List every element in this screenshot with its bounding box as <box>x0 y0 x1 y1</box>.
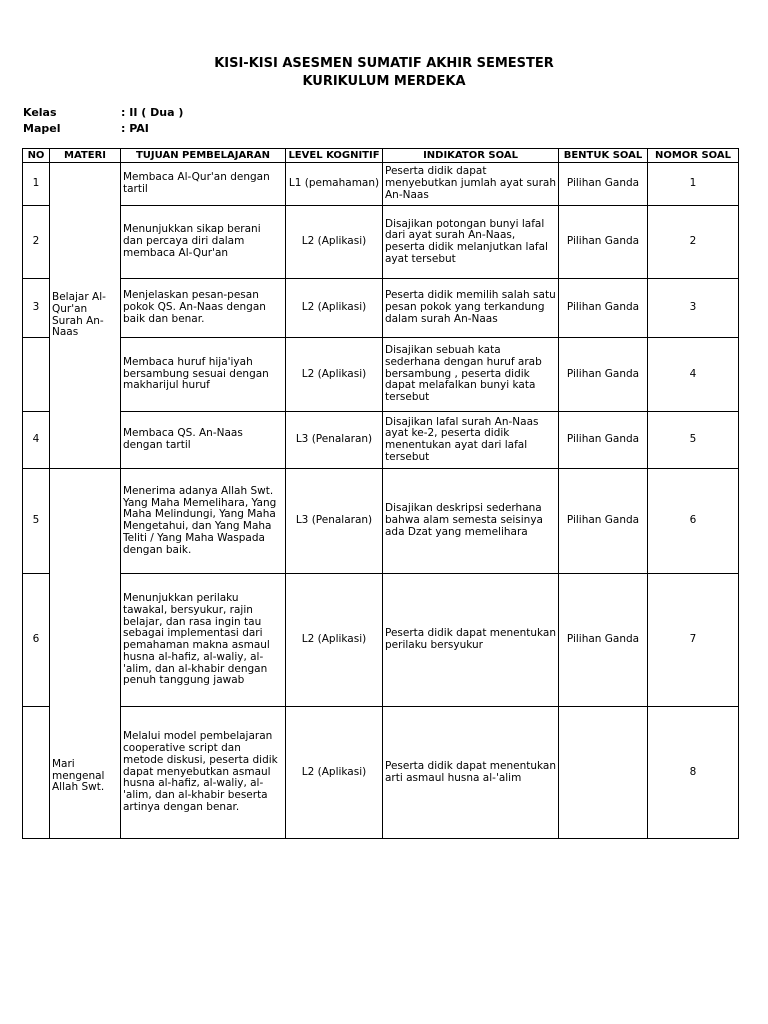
cell-no: 6 <box>23 574 50 707</box>
cell-bentuk: Pilihan Ganda <box>559 206 648 279</box>
cell-tujuan: Menunjukkan sikap berani dan percaya diri dalam membaca Al-Qur'an <box>121 206 286 279</box>
cell-no: 5 <box>23 469 50 574</box>
cell-nomor: 4 <box>648 338 739 412</box>
cell-materi: Belajar Al-Qur'an Surah An-Naas <box>50 163 121 469</box>
cell-materi: Mari mengenal Allah Swt. <box>50 469 121 839</box>
cell-level: L2 (Aplikasi) <box>286 279 383 338</box>
cell-indikator: Peserta didik memilih salah satu pesan pokok yang terkandung dalam surah An-Naas <box>383 279 559 338</box>
kelas-value: : II ( Dua ) <box>121 106 184 119</box>
cell-indikator: Peserta didik dapat menentukan arti asmaul husna al-'alim <box>383 707 559 839</box>
cell-level: L2 (Aplikasi) <box>286 206 383 279</box>
cell-no <box>23 707 50 839</box>
cell-nomor: 3 <box>648 279 739 338</box>
cell-indikator: Disajikan deskripsi sederhana bahwa alam semesta seisinya ada Dzat yang memelihara <box>383 469 559 574</box>
cell-tujuan: Membaca QS. An-Naas dengan tartil <box>121 412 286 469</box>
cell-tujuan: Menunjukkan perilaku tawakal, bersyukur, rajin belajar, dan rasa ingin tau sebagai implementasi dari pemahaman makna asmaul husna al-hafiz, al-waliy, al-'alim, dan al-khabir dengan penuh tanggung jawab <box>121 574 286 707</box>
cell-no: 2 <box>23 206 50 279</box>
cell-bentuk: Pilihan Ganda <box>559 279 648 338</box>
cell-level: L3 (Penalaran) <box>286 412 383 469</box>
cell-level: L2 (Aplikasi) <box>286 707 383 839</box>
cell-no <box>23 338 50 412</box>
cell-level: L3 (Penalaran) <box>286 469 383 574</box>
cell-bentuk: Pilihan Ganda <box>559 574 648 707</box>
cell-nomor: 1 <box>648 163 739 206</box>
cell-nomor: 5 <box>648 412 739 469</box>
table-row <box>23 412 739 469</box>
cell-bentuk: Pilihan Ganda <box>559 412 648 469</box>
col-header-bentuk: BENTUK SOAL <box>559 149 648 163</box>
document-title: KISI-KISI ASESMEN SUMATIF AKHIR SEMESTER <box>214 56 554 71</box>
cell-indikator: Disajikan lafal surah An-Naas ayat ke-2, peserta didik menentukan ayat dari lafal tersebut <box>383 412 559 469</box>
cell-nomor: 7 <box>648 574 739 707</box>
table-row <box>23 707 739 839</box>
table-row <box>23 206 739 279</box>
table-row <box>23 279 739 338</box>
table-row <box>23 163 739 206</box>
col-header-no: NO <box>23 149 50 163</box>
cell-level: L2 (Aplikasi) <box>286 574 383 707</box>
cell-tujuan: Melalui model pembelajaran cooperative script dan metode diskusi, peserta didik dapat menyebutkan asmaul husna al-hafiz, al-waliy, al-'alim, dan al-khabir beserta artinya dengan benar. <box>121 707 286 839</box>
cell-indikator: Disajikan sebuah kata sederhana dengan huruf arab bersambung , peserta didik dapat melafalkan bunyi kata tersebut <box>383 338 559 412</box>
cell-bentuk: Pilihan Ganda <box>559 163 648 206</box>
cell-indikator: Peserta didik dapat menentukan perilaku bersyukur <box>383 574 559 707</box>
cell-tujuan: Membaca Al-Qur'an dengan tartil <box>121 163 286 206</box>
cell-tujuan: Membaca huruf hija'iyah bersambung sesuai dengan makharijul huruf <box>121 338 286 412</box>
cell-level: L1 (pemahaman) <box>286 163 383 206</box>
col-header-indikator: INDIKATOR SOAL <box>383 149 559 163</box>
cell-bentuk: Pilihan Ganda <box>559 469 648 574</box>
mapel-value: : PAI <box>121 122 149 135</box>
cell-no: 1 <box>23 163 50 206</box>
table-row <box>23 574 739 707</box>
cell-no: 4 <box>23 412 50 469</box>
col-header-tujuan: TUJUAN PEMBELAJARAN <box>121 149 286 163</box>
cell-tujuan: Menjelaskan pesan-pesan pokok QS. An-Naas dengan baik dan benar. <box>121 279 286 338</box>
table-row <box>23 338 739 412</box>
col-header-materi: MATERI <box>50 149 121 163</box>
cell-bentuk: Pilihan Ganda <box>559 338 648 412</box>
cell-bentuk <box>559 707 648 839</box>
cell-nomor: 2 <box>648 206 739 279</box>
table-row <box>23 469 739 574</box>
col-header-level: LEVEL KOGNITIF <box>286 149 383 163</box>
document-subtitle: KURIKULUM MERDEKA <box>302 74 466 89</box>
col-header-nomor: NOMOR SOAL <box>648 149 739 163</box>
table-header-row <box>23 149 739 163</box>
cell-indikator: Disajikan potongan bunyi lafal dari ayat surah An-Naas, peserta didik melanjutkan lafal ayat tersebut <box>383 206 559 279</box>
kisi-kisi-table <box>22 148 739 839</box>
kelas-label: Kelas <box>23 106 57 119</box>
cell-level: L2 (Aplikasi) <box>286 338 383 412</box>
cell-nomor: 8 <box>648 707 739 839</box>
cell-no: 3 <box>23 279 50 338</box>
cell-nomor: 6 <box>648 469 739 574</box>
cell-indikator: Peserta didik dapat menyebutkan jumlah ayat surah An-Naas <box>383 163 559 206</box>
mapel-label: Mapel <box>23 122 61 135</box>
cell-tujuan: Menerima adanya Allah Swt. Yang Maha Memelihara, Yang Maha Melindungi, Yang Maha Mengetahui, dan Yang Maha Teliti / Yang Maha Waspada dengan baik. <box>121 469 286 574</box>
